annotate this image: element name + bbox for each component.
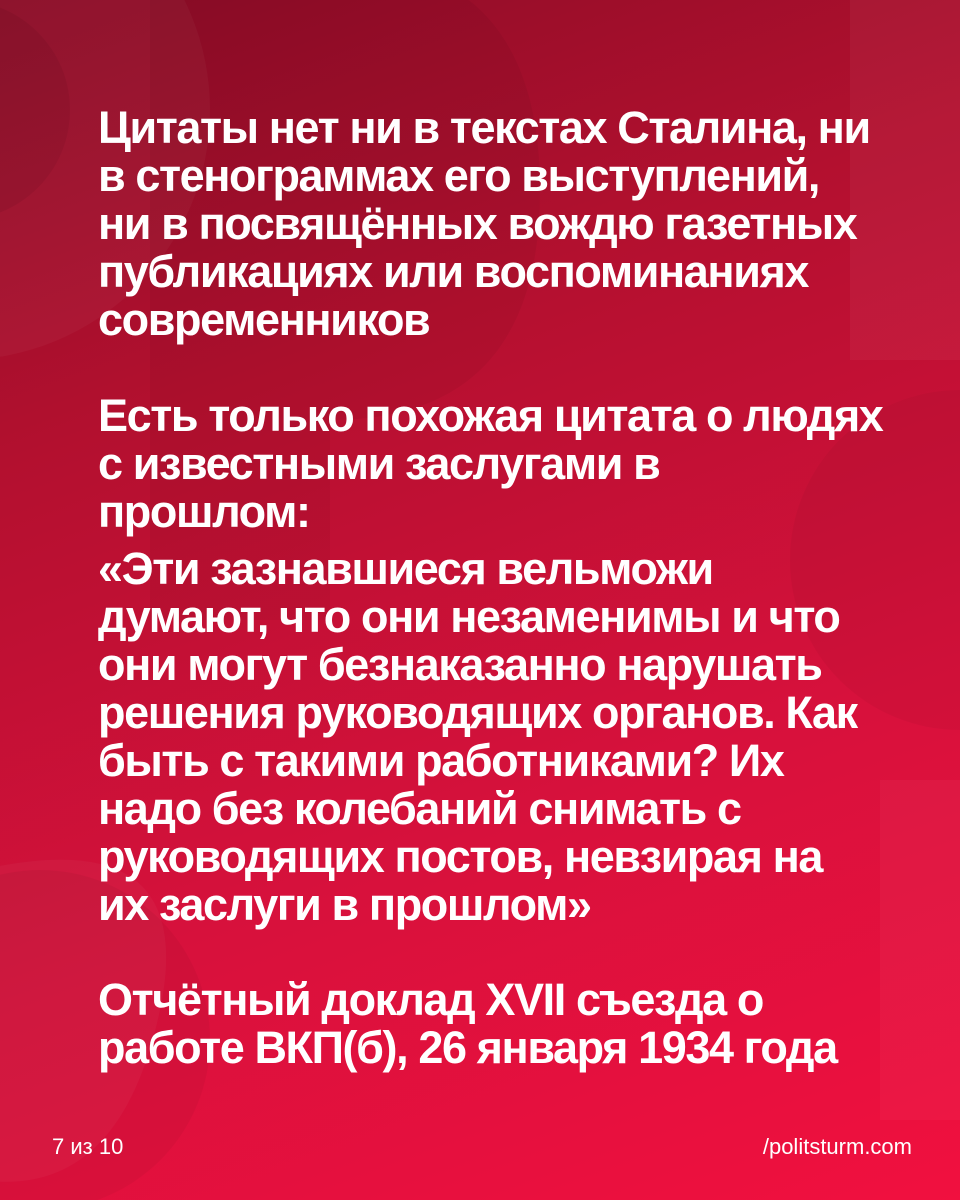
quote-source: Отчётный доклад XVII съезда о работе ВКП(б), 26 января 1934 года <box>98 974 837 1073</box>
slide-content <box>98 104 928 1072</box>
quote-text: «Эти зазнавшиеся вельможи думают, что они незаменимы и что они могут безнаказанно нарушать решения руководящих органов. Как быть с такими работниками? Их надо без колебаний снимать с руководящих постов, невзирая на их заслуги в прошлом» <box>98 543 857 930</box>
page-indicator: 7 из 10 <box>52 1134 124 1159</box>
paragraph-no-quote-found: Цитаты нет ни в текстах Сталина, ни в стенограммах его выступлений, ни в посвящённых вождю газетных публикациях или воспоминаниях современников <box>98 102 870 345</box>
website-link[interactable]: /politsturm.com <box>762 1134 912 1159</box>
paragraph-similar-quote-intro: Есть только похожая цитата о людях с известными заслугами в прошлом: <box>98 390 883 537</box>
